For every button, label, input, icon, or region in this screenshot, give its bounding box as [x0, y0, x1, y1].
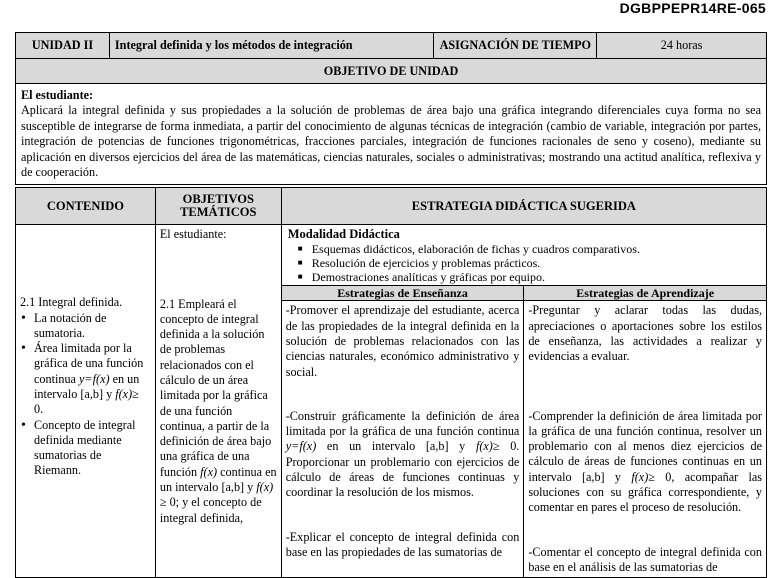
- list-item: • Concepto de integral definida mediante sumatorias de Riemann.: [20, 418, 151, 479]
- aprendizaje-cell: [524, 301, 767, 578]
- objetivos-cell: [155, 225, 281, 578]
- contenido-list: [20, 311, 151, 479]
- aprendizaje-header: Estrategias de Aprendizaje: [524, 286, 767, 301]
- contenido-title: 2.1 Integral definida.: [20, 295, 123, 309]
- objective-lead: El estudiante:: [21, 88, 94, 102]
- unit-header-table: [15, 32, 767, 185]
- objetivo-text: 2.1 Empleará el concepto de integral definida a la solución de problemas relacionados con el cálculo de un área limitada por la gráfica de una función continua, a partir de la definición de área bajo una gráfica de una función f(x) continua en un intervalo [a,b] y f(x) ≥ 0; y el concepto de integral definida,: [159, 296, 277, 525]
- col-objetivos: OBJETIVOS TEMÁTICOS: [155, 188, 281, 225]
- objective-title: OBJETIVO DE UNIDAD: [16, 59, 767, 84]
- objective-text: Aplicará la integral definida y sus propiedades a la solución de problemas de área bajo una gráfica integrando diferenciales cuya forma no sea susceptible de integrarse de forma inmediata, a partir del conocimiento de algunas técnicas de integración (cambio de variable, integración por partes, integración de potencias de funciones trigonométricas, fracciones parciales, integración de funciones racionales de seno y coseno), mediante su aplicación en diversos ejercicios del área de las matemáticas, ciencias naturales, sociales o administrativas; mostrando una actitud analítica, reflexiva y de cooperación.: [21, 103, 761, 180]
- document-code: DGBPPEPR14RE-065: [619, 0, 766, 16]
- aprendizaje-p3: -Comentar el concepto de integral definida con base en el análisis de las sumatorias de: [528, 544, 762, 574]
- time-label: ASIGNACIÓN DE TIEMPO: [434, 33, 597, 59]
- objetivos-lead: El estudiante:: [159, 227, 227, 241]
- ensenanza-cell: [281, 301, 524, 578]
- aprendizaje-p1: -Preguntar y aclarar todas las dudas, apreciaciones o aportaciones sobre los estilos de enseñanza, las actividades a realizar y evidencias a evaluar.: [528, 303, 762, 364]
- contenido-cell: [16, 225, 156, 578]
- unit-title: Integral definida y los métodos de integración: [109, 33, 433, 59]
- ensenanza-p3: -Explicar el concepto de integral definida con base en las propiedades de las sumatorias de: [285, 529, 520, 559]
- ensenanza-p1: -Promover el aprendizaje del estudiante, acerca de las propiedades de la integral definida en la solución de problemas relacionados con las ciencias naturales, económico administrativo y social.: [285, 303, 520, 379]
- objective-body: [16, 84, 767, 185]
- ensenanza-p2: -Construir gráficamente la definición de área limitada por la gráfica de una función continua y=f(x) en un intervalo [a,b] y f(x)≥ 0. Proporcionar un problemario con ejercicios de cálculo de áreas de funciones continuas y coordinar la resolución de los mismos.: [285, 408, 520, 500]
- list-item: ■ Resolución de ejercicios y problemas prácticos.: [298, 256, 760, 270]
- col-estrategia: ESTRATEGIA DIDÁCTICA SUGERIDA: [281, 188, 766, 225]
- col-contenido: CONTENIDO: [16, 188, 156, 225]
- list-item: • La notación de sumatoria.: [20, 311, 151, 342]
- modalidad-list: [298, 242, 760, 285]
- list-item: ■ Esquemas didácticos, elaboración de fichas y cuadros comparativos.: [298, 242, 760, 256]
- time-value: 24 horas: [597, 33, 767, 59]
- modalidad-cell: [281, 225, 766, 286]
- strategy-table: [15, 187, 767, 578]
- ensenanza-header: Estrategias de Enseñanza: [281, 286, 524, 301]
- list-item: ■ Demostraciones analíticas y gráficas por equipo.: [298, 270, 760, 284]
- aprendizaje-p2: -Comprender la definición de área limitada por la gráfica de una función continua, resolver un problemario con al menos diez ejercicios de cálculo de áreas de funciones continuas en un intervalo [a,b] y f(x)≥ 0, acompañar las soluciones con su gráfica correspondiente, y comentar en pares el proceso de resolución.: [528, 408, 763, 515]
- modalidad-title: Modalidad Didáctica: [287, 227, 400, 241]
- list-item: • Área limitada por la gráfica de una función continua y=f(x) en un intervalo [a,b] y f(x)≥ 0.: [20, 341, 151, 417]
- unit-label: UNIDAD II: [16, 33, 110, 59]
